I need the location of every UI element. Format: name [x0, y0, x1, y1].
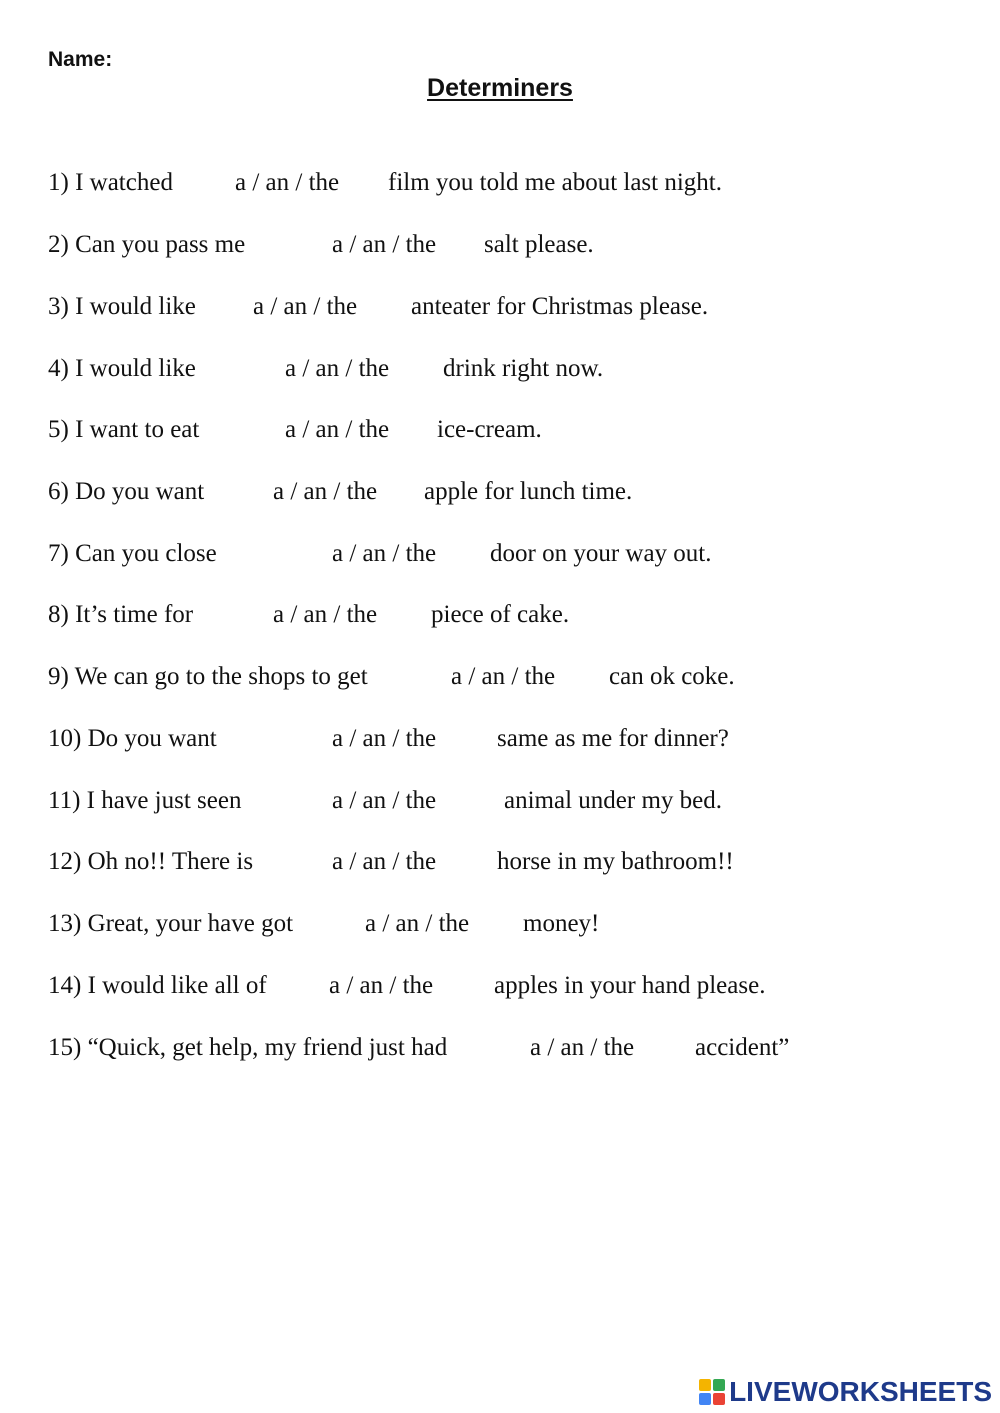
question-text: 8) It’s time for: [48, 601, 194, 628]
logo-square: [699, 1379, 711, 1391]
question-1: [48, 165, 948, 201]
question-3: [48, 289, 948, 325]
worksheet-title: Determiners: [427, 74, 573, 102]
question-6: [48, 474, 948, 510]
question-text: 13) Great, your have got: [48, 910, 294, 937]
determiner-choice[interactable]: a / an / the: [365, 910, 470, 937]
question-text: 9) We can go to the shops to get: [48, 663, 368, 690]
name-label: Name:: [48, 48, 113, 71]
determiner-choice[interactable]: a / an / the: [332, 231, 437, 258]
determiner-choice[interactable]: a / an / the: [332, 848, 437, 875]
question-text: 6) Do you want: [48, 478, 205, 505]
question-ending: same as me for dinner?: [497, 725, 729, 752]
question-4: [48, 351, 948, 387]
question-ending: can ok coke.: [609, 663, 735, 690]
question-8: [48, 597, 948, 633]
determiner-choice[interactable]: a / an / the: [451, 663, 556, 690]
question-ending: anteater for Christmas please.: [411, 293, 709, 320]
question-15: [48, 1030, 948, 1066]
logo-square: [713, 1379, 725, 1391]
question-13: [48, 906, 948, 942]
question-text: 15) “Quick, get help, my friend just had: [48, 1034, 448, 1061]
question-10: [48, 721, 948, 757]
question-ending: apples in your hand please.: [494, 972, 766, 999]
question-text: 2) Can you pass me: [48, 231, 246, 258]
determiner-choice[interactable]: a / an / the: [273, 478, 378, 505]
question-14: [48, 968, 948, 1004]
question-text: 1) I watched: [48, 169, 173, 196]
determiner-choice[interactable]: a / an / the: [285, 416, 390, 443]
question-7: [48, 536, 948, 572]
logo-text: LIVEWORKSHEETS: [729, 1376, 992, 1407]
question-12: [48, 844, 948, 880]
question-text: 12) Oh no!! There is: [48, 848, 254, 875]
question-text: 5) I want to eat: [48, 416, 200, 443]
question-ending: film you told me about last night.: [388, 169, 722, 196]
determiner-choice[interactable]: a / an / the: [235, 169, 340, 196]
question-text: 14) I would like all of: [48, 972, 267, 999]
question-ending: piece of cake.: [431, 601, 570, 628]
question-ending: drink right now.: [443, 355, 604, 382]
determiner-choice[interactable]: a / an / the: [285, 355, 390, 382]
liveworksheets-logo-icon: [699, 1379, 725, 1405]
liveworksheets-logo[interactable]: [699, 1377, 992, 1407]
determiner-choice[interactable]: a / an / the: [530, 1034, 635, 1061]
logo-square: [713, 1393, 725, 1405]
determiner-choice[interactable]: a / an / the: [332, 725, 437, 752]
question-text: 11) I have just seen: [48, 787, 242, 814]
question-ending: money!: [523, 910, 600, 937]
question-ending: accident”: [695, 1034, 790, 1061]
question-ending: door on your way out.: [490, 540, 712, 567]
determiner-choice[interactable]: a / an / the: [332, 540, 437, 567]
question-5: [48, 412, 948, 448]
question-ending: animal under my bed.: [504, 787, 722, 814]
question-text: 3) I would like: [48, 293, 196, 320]
question-ending: apple for lunch time.: [424, 478, 633, 505]
question-ending: salt please.: [484, 231, 594, 258]
question-text: 10) Do you want: [48, 725, 217, 752]
question-9: [48, 659, 948, 695]
question-text: 4) I would like: [48, 355, 196, 382]
logo-square: [699, 1393, 711, 1405]
question-text: 7) Can you close: [48, 540, 217, 567]
determiner-choice[interactable]: a / an / the: [253, 293, 358, 320]
determiner-choice[interactable]: a / an / the: [332, 787, 437, 814]
question-ending: horse in my bathroom!!: [497, 848, 734, 875]
question-2: [48, 227, 948, 263]
determiner-choice[interactable]: a / an / the: [273, 601, 378, 628]
question-ending: ice-cream.: [437, 416, 542, 443]
question-11: [48, 783, 948, 819]
determiner-choice[interactable]: a / an / the: [329, 972, 434, 999]
